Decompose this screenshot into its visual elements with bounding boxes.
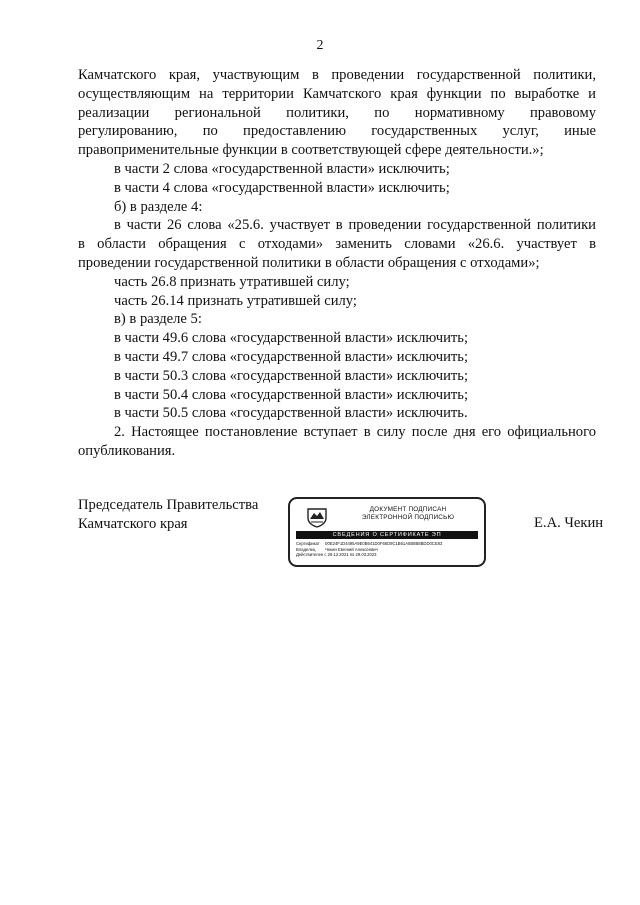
list-item: в части 49.6 слова «государственной власти» исключить; bbox=[114, 330, 469, 347]
certificate-label: Сертификат bbox=[296, 541, 320, 546]
validity-label: Действителен bbox=[296, 552, 324, 558]
stamp-heading bbox=[334, 506, 482, 521]
certificate-info-bar: СВЕДЕНИЯ О СЕРТИФИКАТЕ ЭП bbox=[296, 531, 478, 539]
owner-label: Владелец bbox=[296, 546, 316, 552]
validity-row bbox=[296, 552, 480, 558]
list-item-26-line: в области обращения с отходами» заменить словами «26.6. участвует в bbox=[78, 236, 596, 253]
signer-title-line: Камчатского края bbox=[78, 515, 188, 532]
owner-value: Чекин Евгений Алексеевич bbox=[325, 546, 378, 552]
signer-title bbox=[78, 496, 258, 534]
document-body bbox=[78, 66, 596, 461]
stamp-heading-line: ЭЛЕКТРОННОЙ ПОДПИСЬЮ bbox=[361, 513, 455, 521]
list-item: в части 49.7 слова «государственной власти» исключить; bbox=[114, 348, 469, 365]
list-item-26-line: в части 26 слова «25.6. участвует в проведении государственной политики bbox=[114, 217, 596, 234]
certificate-details bbox=[296, 541, 480, 558]
validity-value: с 29.12.2021 по 29.03.2023 bbox=[324, 552, 377, 558]
paragraph-line: реализации региональной политики, по нормативному правовому bbox=[78, 104, 596, 121]
final-clause-line: опубликования. bbox=[78, 442, 176, 459]
list-item: часть 26.14 признать утратившей силу; bbox=[114, 292, 357, 309]
list-item: в) в разделе 5: bbox=[114, 311, 202, 328]
list-item: в части 4 слова «государственной власти» исключить; bbox=[114, 179, 450, 196]
paragraph-line: правоприменительные функции в соответствующей сфере деятельности.»; bbox=[78, 142, 544, 159]
list-item: часть 26.8 признать утратившей силу; bbox=[114, 273, 350, 290]
coat-of-arms-icon bbox=[306, 506, 328, 528]
list-item-26-line: проведении государственной политики в области обращения с отходами»; bbox=[78, 254, 540, 271]
list-item: в части 50.3 слова «государственной власти» исключить; bbox=[114, 367, 469, 384]
list-item: в части 2 слова «государственной власти» исключить; bbox=[114, 160, 450, 177]
page-number: 2 bbox=[316, 38, 324, 53]
certificate-value: 00E24F1D4495A9E0B641D0F66D9C1B61A5B8B8BDD0CE83 bbox=[325, 541, 443, 546]
list-item: в части 50.4 слова «государственной власти» исключить; bbox=[114, 386, 469, 403]
signer-title-line: Председатель Правительства bbox=[78, 497, 259, 513]
paragraph-line: осуществляющим на территории Камчатского края функции по выработке и bbox=[78, 85, 596, 102]
electronic-signature-stamp bbox=[288, 497, 486, 567]
list-item: в части 50.5 слова «государственной власти» исключить. bbox=[114, 405, 468, 422]
paragraph-line: регулированию, по предоставлению государственных услуг, иные bbox=[78, 123, 596, 140]
final-clause-line: 2. Настоящее постановление вступает в силу после дня его официального bbox=[114, 424, 596, 441]
paragraph-line: Камчатского края, участвующим в проведении государственной политики, bbox=[78, 67, 596, 83]
list-item: б) в разделе 4: bbox=[114, 198, 203, 215]
stamp-heading-line: ДОКУМЕНТ ПОДПИСАН bbox=[369, 506, 447, 513]
signer-name: Е.А. Чекин bbox=[534, 515, 604, 531]
